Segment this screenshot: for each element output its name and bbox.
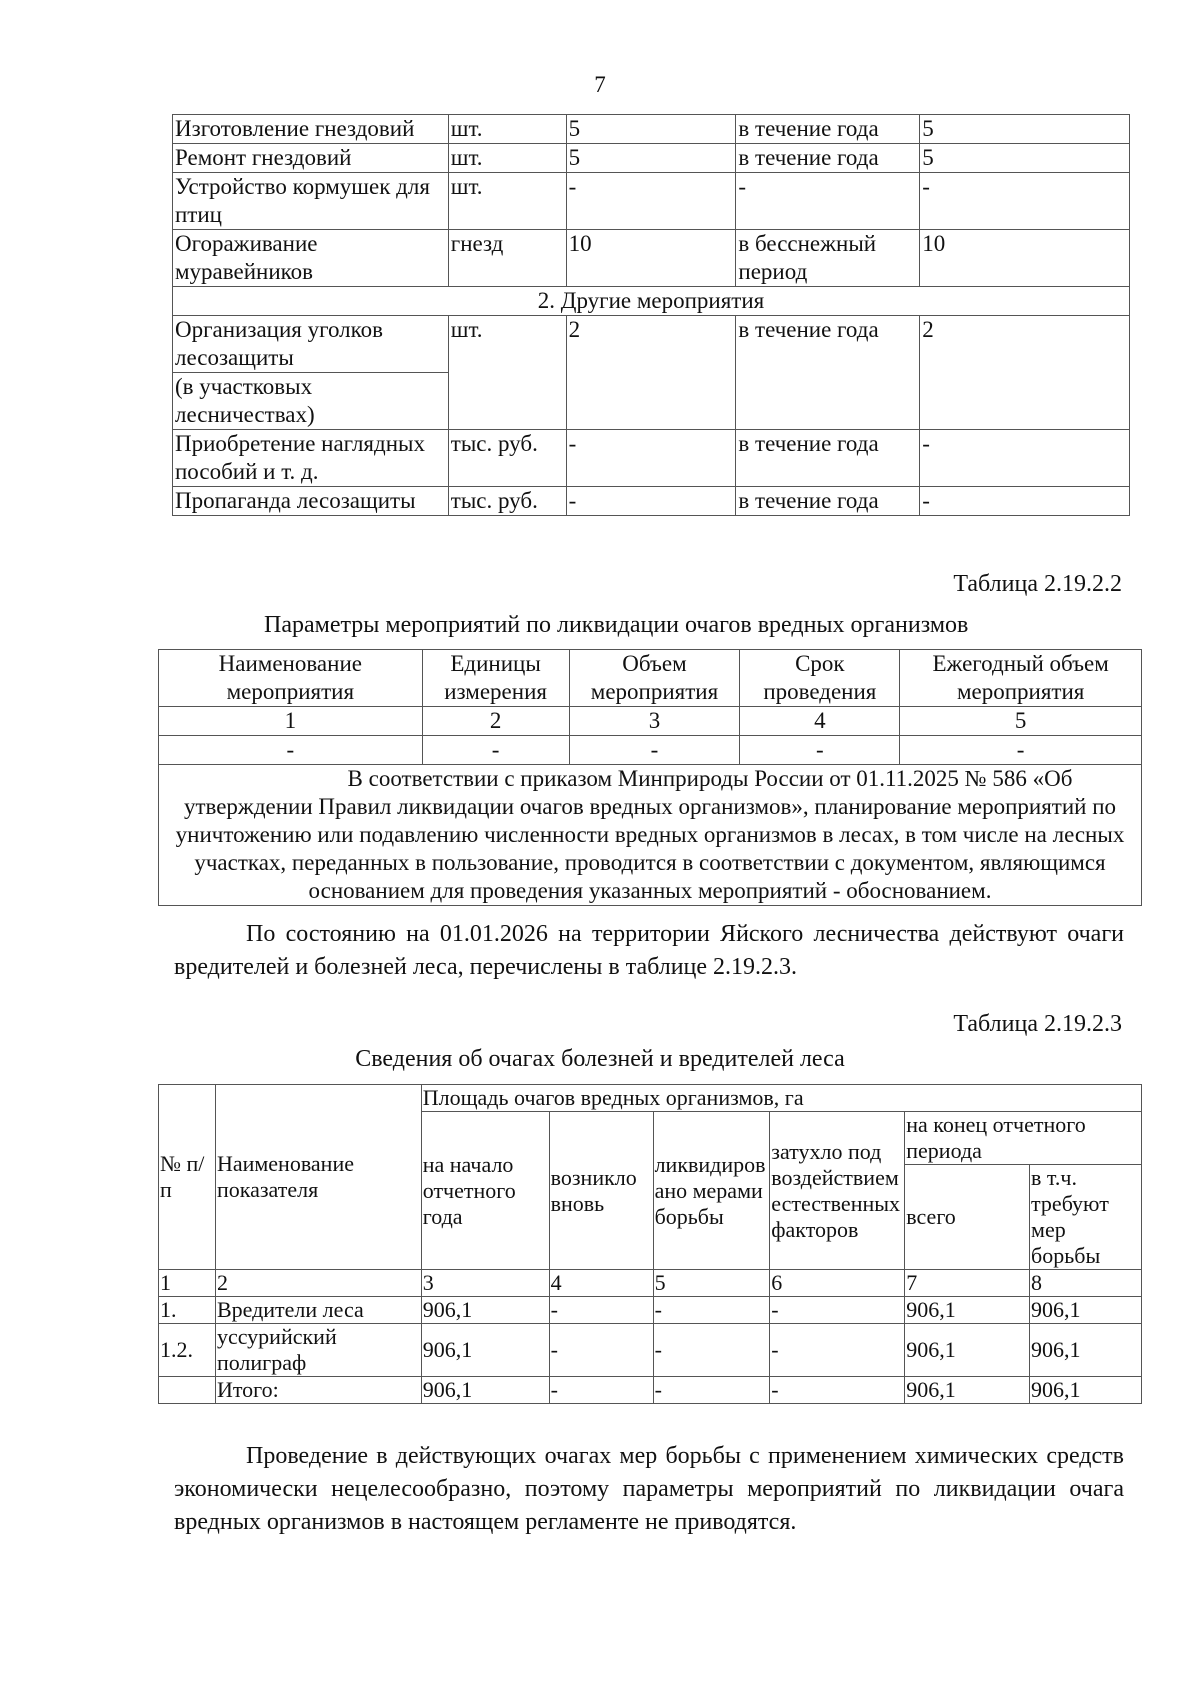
page-number: 7 bbox=[594, 72, 606, 97]
paragraph-foci-status bbox=[174, 918, 1124, 984]
table-cell: шт. bbox=[448, 144, 566, 173]
table-cell: в бесснежный период bbox=[736, 230, 920, 287]
table-cell: - bbox=[900, 736, 1142, 765]
table-cell: - bbox=[920, 173, 1130, 230]
table-cell: - bbox=[159, 736, 423, 765]
table-cell: 906,1 bbox=[905, 1324, 1030, 1377]
table-cell: - bbox=[422, 736, 569, 765]
table-cell: 906,1 bbox=[1030, 1324, 1142, 1377]
table-cell: Приобретение наглядных пособий и т. д. bbox=[173, 430, 449, 487]
paragraph-text: По состоянию на 01.01.2026 на территории Яйского лесничества действуют очаги вредителей и болезней леса, перечислены в таблице 2.19.2.3. bbox=[174, 921, 1124, 980]
table-cell: 1.2. bbox=[159, 1324, 216, 1377]
table-cell: в течение года bbox=[736, 115, 920, 144]
column-header: Объем мероприятия bbox=[569, 650, 740, 707]
table-cell: 10 bbox=[920, 230, 1130, 287]
table-cell: - bbox=[569, 736, 740, 765]
column-number: 6 bbox=[770, 1270, 905, 1297]
table-cell: 906,1 bbox=[421, 1324, 549, 1377]
table-cell: Итого: bbox=[215, 1377, 421, 1404]
column-header: затухло под воздействием естественных факторов bbox=[770, 1112, 905, 1270]
table-cell: шт. bbox=[448, 173, 566, 230]
table-pest-foci bbox=[158, 1084, 1142, 1404]
column-header: Наименование мероприятия bbox=[159, 650, 423, 707]
table-number-row bbox=[159, 1270, 1142, 1297]
table-cell bbox=[159, 1377, 216, 1404]
table-title: Сведения об очагах болезней и вредителей леса bbox=[355, 1046, 845, 1072]
table-cell: 906,1 bbox=[1030, 1297, 1142, 1324]
table-cell: - bbox=[736, 173, 920, 230]
table-cell: Ремонт гнездовий bbox=[173, 144, 449, 173]
section-row bbox=[173, 287, 1130, 316]
table-cell: - bbox=[653, 1377, 770, 1404]
table-note-row bbox=[159, 765, 1142, 906]
table-cell: 1. bbox=[159, 1297, 216, 1324]
table-liquidation-params bbox=[158, 649, 1142, 906]
column-header: Ежегодный объем мероприятия bbox=[900, 650, 1142, 707]
table-cell: Пропаганда лесозащиты bbox=[173, 487, 449, 516]
table-cell: - bbox=[549, 1297, 653, 1324]
column-number: 4 bbox=[549, 1270, 653, 1297]
column-header: на начало отчетного года bbox=[421, 1112, 549, 1270]
table-cell: Организация уголков лесозащиты bbox=[173, 316, 449, 373]
table-cell: Огораживание муравейников bbox=[173, 230, 449, 287]
column-header: ликвидировано мерами борьбы bbox=[653, 1112, 770, 1270]
table-cell: - bbox=[653, 1297, 770, 1324]
table-cell: - bbox=[566, 430, 736, 487]
section-title: 2. Другие мероприятия bbox=[173, 287, 1130, 316]
table-note: В соответствии с приказом Минприроды России от 01.11.2025 № 586 «Об утверждении Правил ликвидации очагов вредных организмов», планирование мероприятий по уничтожению или подавлению численности вредных организмов в лесах, в том числе на лесных участках, переданных в пользование, проводится в соответствии с документом, являющимся основанием для проведения указанных мероприятий - обоснованием. bbox=[159, 765, 1142, 906]
table-cell: шт. bbox=[448, 115, 566, 144]
table-row bbox=[173, 487, 1130, 516]
table-header-row bbox=[159, 650, 1142, 707]
table-cell: уссурийский полиграф bbox=[215, 1324, 421, 1377]
table-cell: в течение года bbox=[736, 430, 920, 487]
table-cell: 5 bbox=[920, 144, 1130, 173]
table-cell: - bbox=[653, 1324, 770, 1377]
table-label: Таблица 2.19.2.3 bbox=[953, 1011, 1122, 1037]
column-number: 3 bbox=[421, 1270, 549, 1297]
table-number-row bbox=[159, 707, 1142, 736]
paragraph-text: Проведение в действующих очагах мер борьбы с применением химических средств экономически нецелесообразно, поэтому параметры мероприятий по ликвидации очага вредных организмов в настоящем регламенте не приводятся. bbox=[174, 1443, 1124, 1535]
column-number: 5 bbox=[900, 707, 1142, 736]
column-number: 7 bbox=[905, 1270, 1030, 1297]
table-cell: в течение года bbox=[736, 316, 920, 430]
table-cell: 906,1 bbox=[905, 1297, 1030, 1324]
table-cell: - bbox=[740, 736, 900, 765]
column-header: Единицы измерения bbox=[422, 650, 569, 707]
table-cell: Устройство кормушек для птиц bbox=[173, 173, 449, 230]
table-cell: тыс. руб. bbox=[448, 430, 566, 487]
column-header: Наименование показателя bbox=[215, 1085, 421, 1270]
table-cell: 5 bbox=[920, 115, 1130, 144]
table-cell: 2 bbox=[920, 316, 1130, 430]
table-row bbox=[159, 1324, 1142, 1377]
table-measures-continued bbox=[172, 114, 1130, 516]
table-cell: шт. bbox=[448, 316, 566, 430]
column-number: 5 bbox=[653, 1270, 770, 1297]
table-row bbox=[159, 736, 1142, 765]
table-label: Таблица 2.19.2.2 bbox=[953, 571, 1122, 597]
table-cell: 906,1 bbox=[1030, 1377, 1142, 1404]
table-cell: 5 bbox=[566, 115, 736, 144]
table-cell: в течение года bbox=[736, 487, 920, 516]
table-cell: (в участковых лесничествах) bbox=[173, 373, 449, 430]
table-cell: - bbox=[920, 487, 1130, 516]
column-header: возникло вновь bbox=[549, 1112, 653, 1270]
table-cell: - bbox=[566, 487, 736, 516]
table-cell: - bbox=[549, 1324, 653, 1377]
column-header: № п/п bbox=[159, 1085, 216, 1270]
table-row bbox=[159, 1377, 1142, 1404]
table-row bbox=[173, 230, 1130, 287]
table-row bbox=[159, 1297, 1142, 1324]
table-cell: 906,1 bbox=[905, 1377, 1030, 1404]
paragraph-chemical-measures bbox=[174, 1440, 1124, 1539]
column-number: 4 bbox=[740, 707, 900, 736]
column-number: 2 bbox=[215, 1270, 421, 1297]
column-header: всего bbox=[905, 1165, 1030, 1270]
column-number: 3 bbox=[569, 707, 740, 736]
column-number: 1 bbox=[159, 707, 423, 736]
table-cell: 2 bbox=[566, 316, 736, 430]
table-row bbox=[173, 173, 1130, 230]
table-cell: - bbox=[920, 430, 1130, 487]
table-cell: тыс. руб. bbox=[448, 487, 566, 516]
table-title: Параметры мероприятий по ликвидации очагов вредных организмов bbox=[264, 612, 969, 638]
table-row bbox=[173, 144, 1130, 173]
table-cell: - bbox=[770, 1377, 905, 1404]
table-cell: Вредители леса bbox=[215, 1297, 421, 1324]
column-number: 1 bbox=[159, 1270, 216, 1297]
table-cell: в течение года bbox=[736, 144, 920, 173]
table-row bbox=[173, 115, 1130, 144]
column-number: 2 bbox=[422, 707, 569, 736]
column-header: Срок проведения bbox=[740, 650, 900, 707]
table-cell: 10 bbox=[566, 230, 736, 287]
table-cell: Изготовление гнездовий bbox=[173, 115, 449, 144]
column-number: 8 bbox=[1030, 1270, 1142, 1297]
table-row bbox=[173, 430, 1130, 487]
table-cell: - bbox=[770, 1297, 905, 1324]
column-header: на конец отчетного периода bbox=[905, 1112, 1142, 1165]
table-cell: 5 bbox=[566, 144, 736, 173]
table-row bbox=[173, 316, 1130, 373]
table-cell: - bbox=[770, 1324, 905, 1377]
table-cell: - bbox=[549, 1377, 653, 1404]
column-header: в т.ч. требуют мер борьбы bbox=[1030, 1165, 1142, 1270]
table-cell: 906,1 bbox=[421, 1377, 549, 1404]
column-header: Площадь очагов вредных организмов, га bbox=[421, 1085, 1141, 1112]
table-cell: - bbox=[566, 173, 736, 230]
table-header-row bbox=[159, 1085, 1142, 1112]
table-cell: гнезд bbox=[448, 230, 566, 287]
table-cell: 906,1 bbox=[421, 1297, 549, 1324]
